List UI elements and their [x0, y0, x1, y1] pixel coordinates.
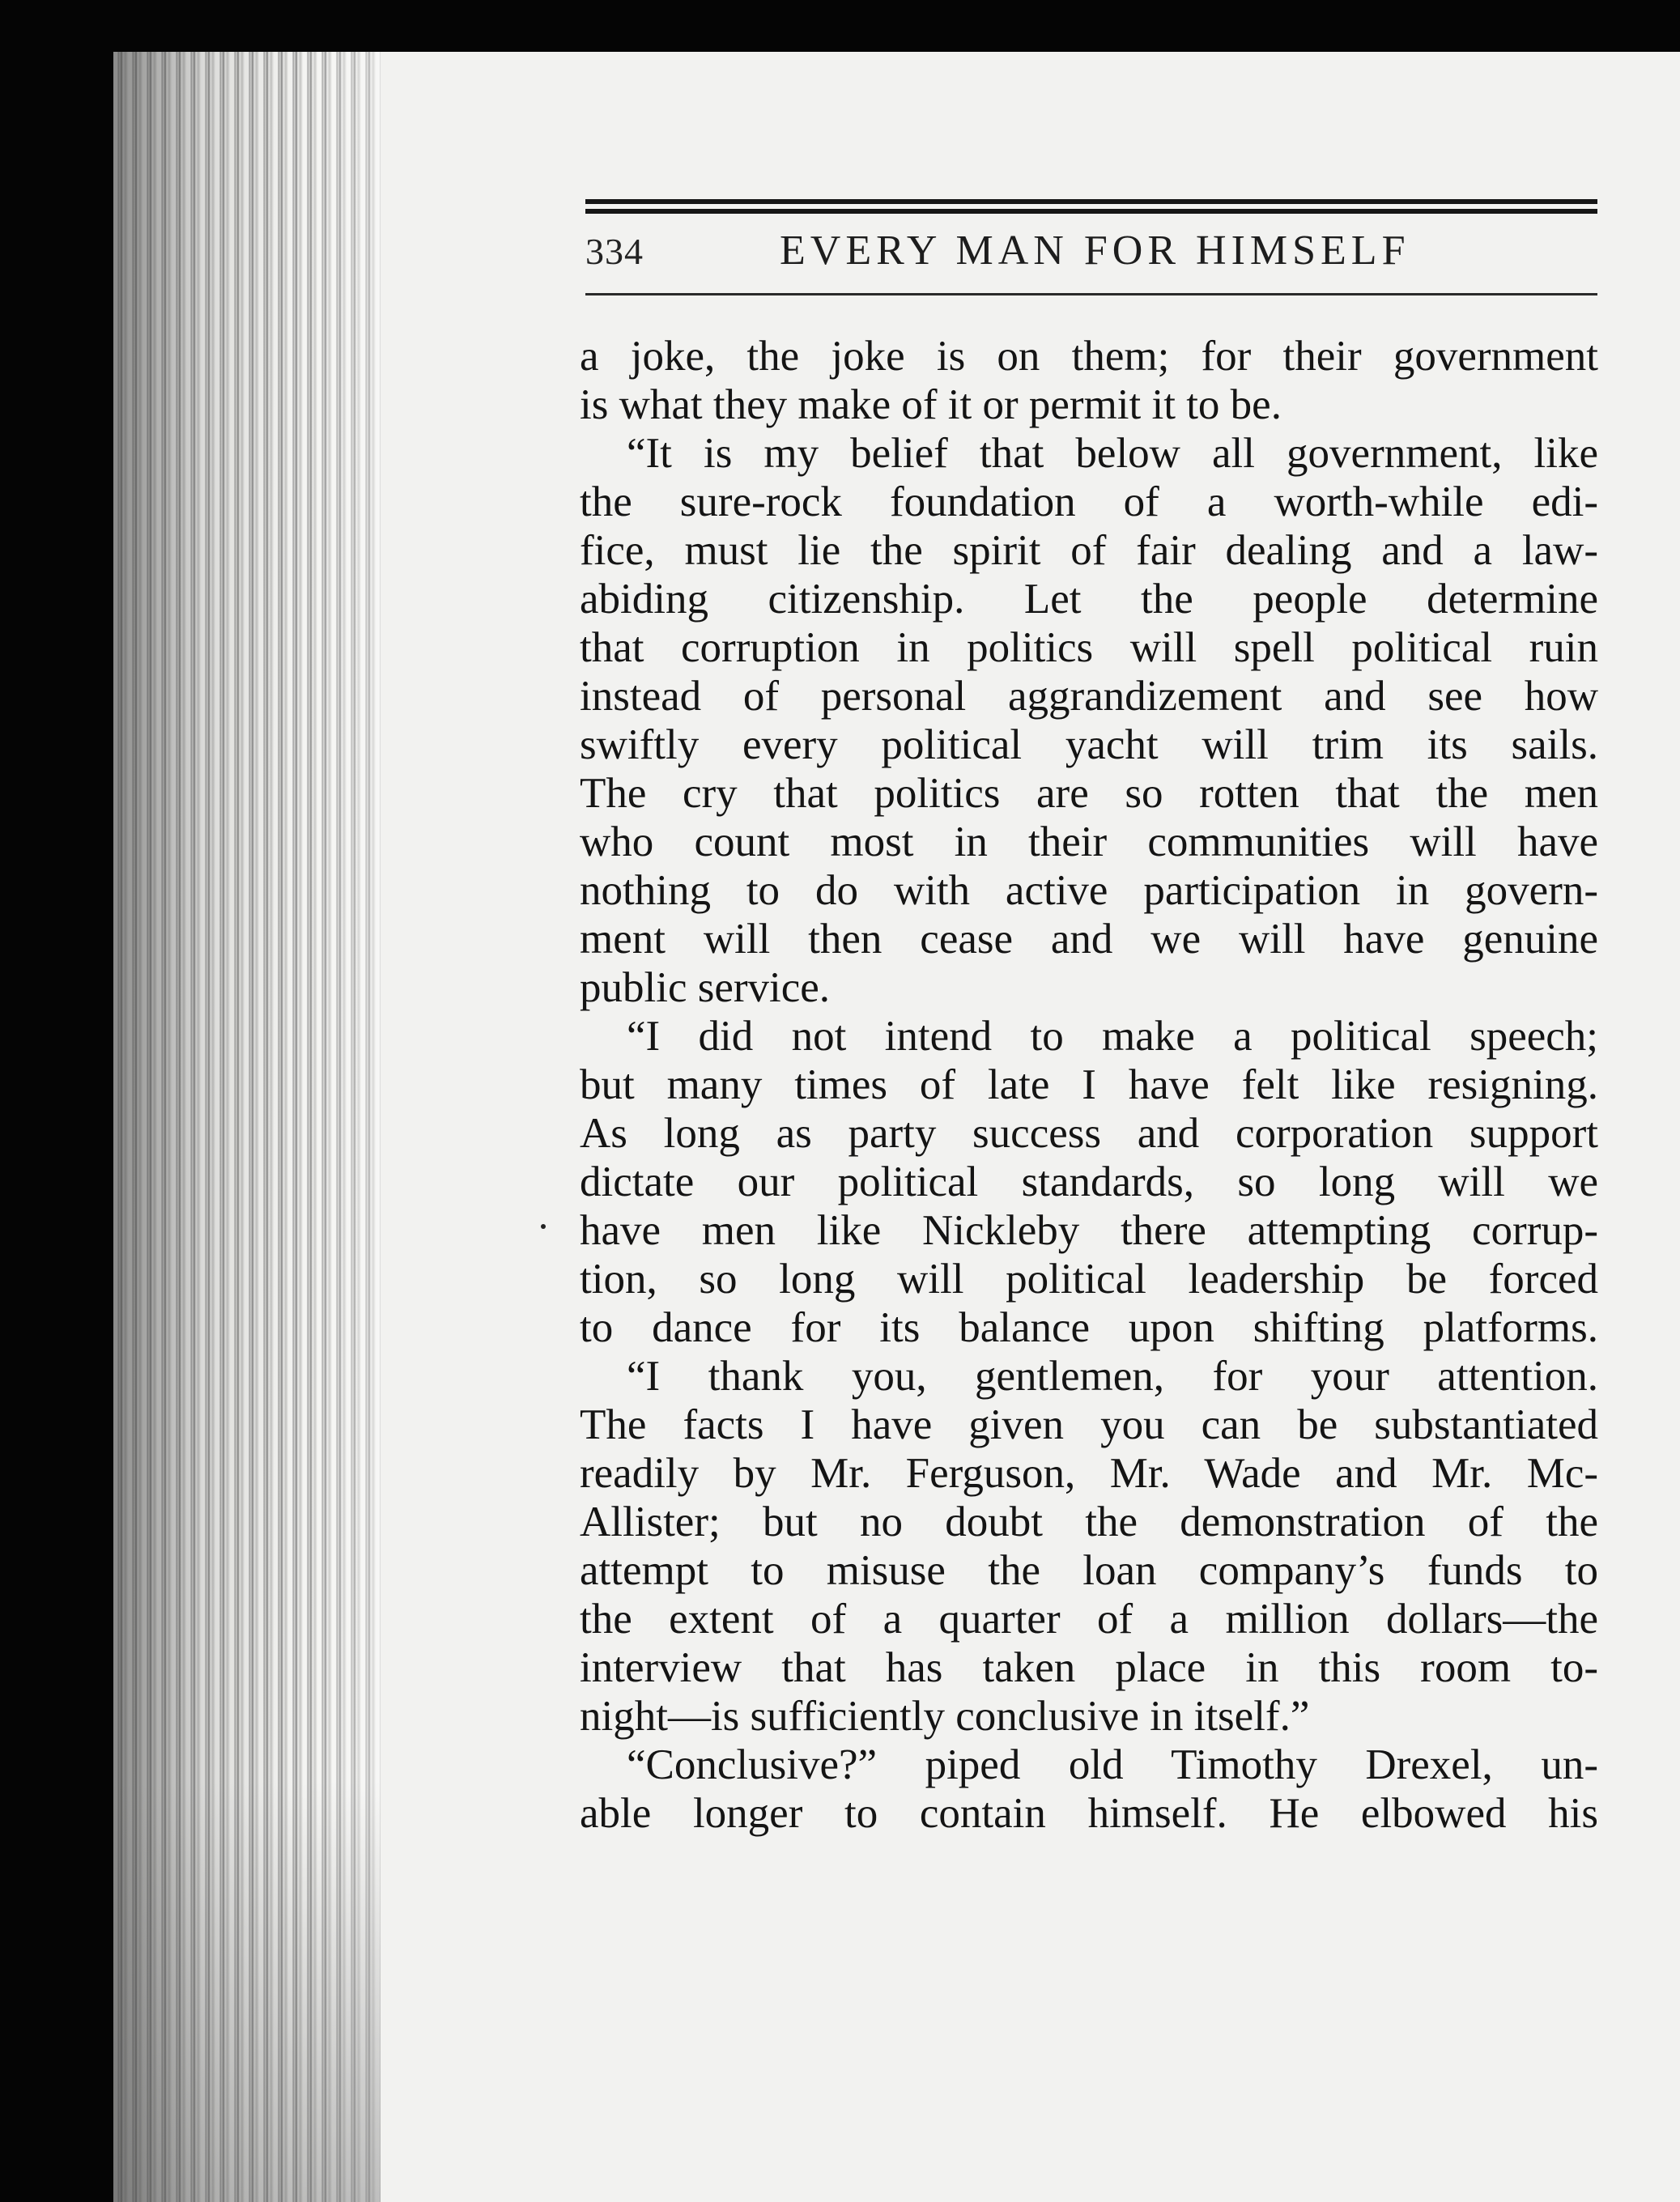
- text-line: that corruption in politics will spell political ruin: [580, 624, 1598, 671]
- text-line: abiding citizenship. Let the people determine: [580, 576, 1598, 623]
- page-number: 334: [585, 231, 644, 272]
- header-rule-bottom: [585, 209, 1597, 214]
- text-line: night—is sufficiently conclusive in itself.”: [580, 1693, 1310, 1740]
- text-line: who count most in their communities will have: [580, 818, 1598, 865]
- text-line: Allister; but no doubt the demonstration of the: [580, 1498, 1598, 1545]
- text-line: have men like Nickleby there attempting corrup-: [580, 1207, 1598, 1254]
- text-line: “It is my belief that below all government, like: [627, 430, 1598, 477]
- text-line: the extent of a quarter of a million dollars—the: [580, 1596, 1598, 1643]
- book-title: EVERY MAN FOR HIMSELF: [780, 227, 1410, 274]
- text-line: but many times of late I have felt like resigning.: [580, 1061, 1598, 1108]
- text-line: The facts I have given you can be substantiated: [580, 1401, 1598, 1448]
- text-line: the sure-rock foundation of a worth-while edi-: [580, 478, 1598, 525]
- text-line: swiftly every political yacht will trim its sails.: [580, 721, 1598, 768]
- text-line: a joke, the joke is on them; for their government: [580, 333, 1598, 380]
- text-line: “I thank you, gentlemen, for your attention.: [627, 1353, 1598, 1400]
- body-text: [580, 332, 1598, 1838]
- text-line: nothing to do with active participation in govern-: [580, 867, 1598, 914]
- text-line: ment will then cease and we will have genuine: [580, 916, 1598, 963]
- text-line: attempt to misuse the loan company’s funds to: [580, 1547, 1598, 1594]
- ink-speck: [541, 1224, 546, 1229]
- text-line: able longer to contain himself. He elbowed his: [580, 1790, 1598, 1837]
- text-line: public service.: [580, 964, 831, 1011]
- text-line: dictate our political standards, so long will we: [580, 1158, 1598, 1205]
- text-line: The cry that politics are so rotten that the men: [580, 770, 1598, 817]
- text-line: “Conclusive?” piped old Timothy Drexel, un-: [627, 1741, 1598, 1788]
- text-line: “I did not intend to make a political speech;: [627, 1013, 1598, 1060]
- header-rule-top: [585, 199, 1597, 204]
- text-line: fice, must lie the spirit of fair dealing and a law-: [580, 527, 1598, 574]
- text-line: interview that has taken place in this room to-: [580, 1644, 1598, 1691]
- text-line: readily by Mr. Ferguson, Mr. Wade and Mr. Mc-: [580, 1450, 1598, 1497]
- running-head-underline: [585, 293, 1597, 295]
- text-line: to dance for its balance upon shifting platforms.: [580, 1304, 1598, 1351]
- text-line: tion, so long will political leadership be forced: [580, 1256, 1598, 1303]
- page-edges: [113, 52, 381, 2202]
- text-line: instead of personal aggrandizement and see how: [580, 673, 1598, 720]
- running-head: [585, 227, 1597, 291]
- text-line: is what they make of it or permit it to be.: [580, 381, 1282, 428]
- text-line: As long as party success and corporation support: [580, 1110, 1598, 1157]
